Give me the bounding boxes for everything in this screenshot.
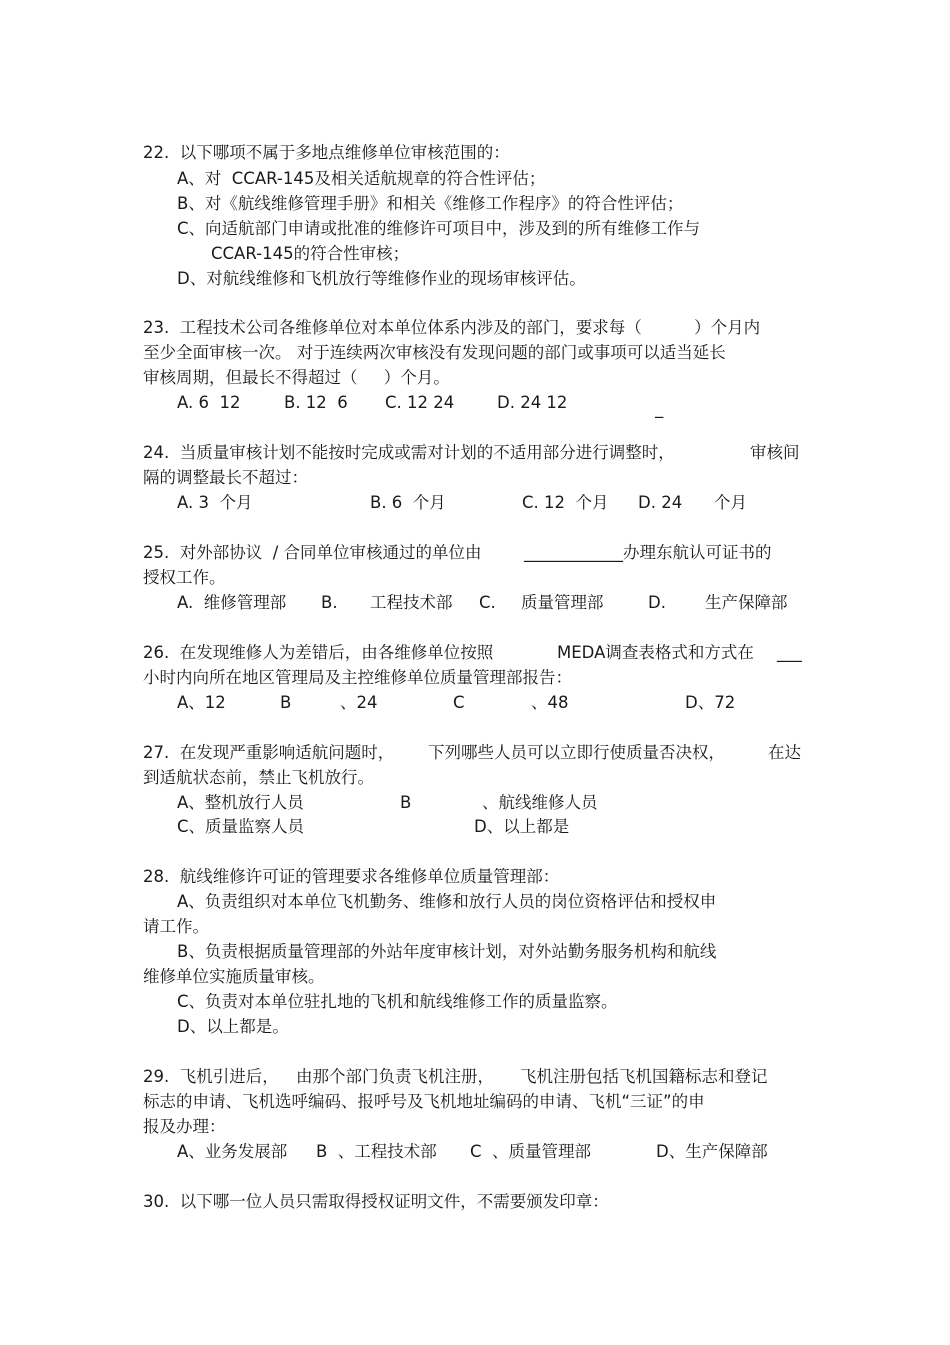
option-c-letter: C [453,693,465,712]
question-stem-line-2: 小时内向所在地区管理局及主控维修单位质量管理部报告： [143,668,572,687]
question-stem-line-2: 到适航状态前，禁止飞机放行。 [143,768,374,787]
question-stem-line-2: 授权工作。 [143,568,226,587]
question-stem-line-2: 标志的申请、飞机选呼编码、报呼号及飞机地址编码的申请、飞机“三证”的申 [143,1092,705,1111]
option-c: C. 12 个月 [522,493,609,512]
option-c: C 、质量管理部 [470,1142,592,1161]
option-c: C. 12 24 [385,393,455,412]
question-stem-line-3: 报及办理： [143,1117,226,1136]
question-stem-fragment-2: 飞机注册包括飞机国籍标志和登记 [520,1067,768,1086]
option-d: D、对航线维修和飞机放行等维修作业的现场审核评估。 [177,269,586,288]
question-stem: 27. 在发现严重影响适航问题时， [143,743,395,762]
question-stem: 29. 飞机引进后， [143,1067,279,1086]
option-c: 、48 [531,693,569,712]
option-d: D. 24 [638,493,683,512]
option-a: A. 3 个月 [177,493,253,512]
question-stem-line-3: 审核周期，但最长不得超过（ ）个月。 [143,368,450,387]
stray-mark: _ [655,399,664,418]
option-c: C、向适航部门申请或批准的维修许可项目中，涉及到的所有维修工作与 [177,219,701,238]
option-d-unit: 个月 [714,493,747,512]
option-b-continued: 维修单位实施质量审核。 [143,967,325,986]
option-a: A、对 CCAR-145及相关适航规章的符合性评估； [177,169,546,188]
option-c-continued: CCAR-145的符合性审核； [211,244,410,263]
option-d: D、生产保障部 [656,1142,768,1161]
question-stem-line-2: 隔的调整最长不超过： [143,468,308,487]
question-stem: 30. 以下哪一位人员只需取得授权证明文件，不需要颁发印章： [143,1192,609,1211]
option-c: C、负责对本单位驻扎地的飞机和航线维修工作的质量监察。 [177,992,618,1011]
option-b: 、航线维修人员 [482,793,598,812]
question-stem-blank: ____________办理东航认可证书的 [524,543,772,562]
option-d-letter: D. [648,593,666,612]
question-stem-fragment: MEDA调查表格式和方式在 [557,643,754,662]
option-a: A. 维修管理部 [177,593,287,612]
option-d: D、72 [685,693,736,712]
option-b: B. 12 6 [284,393,348,412]
option-a-continued: 请工作。 [143,917,209,936]
option-d: D. 24 12 [497,393,568,412]
option-d: D、以上都是。 [177,1017,289,1036]
question-stem: 25. 对外部协议 / 合同单位审核通过的单位由 [143,543,482,562]
option-c: C、质量监察人员 [177,817,305,836]
option-b: B、负责根据质量管理部的外站年度审核计划，对外站勤务服务机构和航线 [177,942,717,961]
option-d: 生产保障部 [705,593,788,612]
question-stem: 23. 工程技术公司各维修单位对本单位体系内涉及的部门，要求每（ ）个月内 [143,318,761,337]
option-b: B. 6 个月 [370,493,446,512]
question-stem-fragment-2: 在达 [768,743,801,762]
option-c: 质量管理部 [521,593,604,612]
option-b-letter: B. [321,593,338,612]
option-a: A、12 [177,693,226,712]
option-a: A、负责组织对本单位飞机勤务、维修和放行人员的岗位资格评估和授权申 [177,892,717,911]
option-b: 、24 [340,693,378,712]
question-stem-fragment: 由那个部门负责飞机注册， [296,1067,494,1086]
option-a: A、整机放行人员 [177,793,304,812]
question-stem-fragment: 审核间 [750,443,800,462]
question-stem-line-2: 至少全面审核一次。 对于连续两次审核没有发现问题的部门或事项可以适当延长 [143,343,726,362]
question-stem: 24. 当质量审核计划不能按时完成或需对计划的不适用部分进行调整时， [143,443,675,462]
option-b: 工程技术部 [370,593,453,612]
option-b: B 、工程技术部 [316,1142,437,1161]
option-b-letter: B [400,793,412,812]
question-stem: 26. 在发现维修人为差错后，由各维修单位按照 [143,643,494,662]
option-d: D、以上都是 [474,817,570,836]
question-stem: 28. 航线维修许可证的管理要求各维修单位质量管理部： [143,867,560,886]
option-a: A、业务发展部 [177,1142,288,1161]
option-b: B、对《航线维修管理手册》和相关《维修工作程序》的符合性评估； [177,194,684,213]
option-b-letter: B [280,693,292,712]
option-c-letter: C. [479,593,496,612]
question-stem-fragment: 下列哪些人员可以立即行使质量否决权， [428,743,725,762]
question-stem-blank: ___ [777,643,802,662]
option-a: A. 6 12 [177,393,241,412]
question-stem: 22. 以下哪项不属于多地点维修单位审核范围的： [143,143,510,162]
